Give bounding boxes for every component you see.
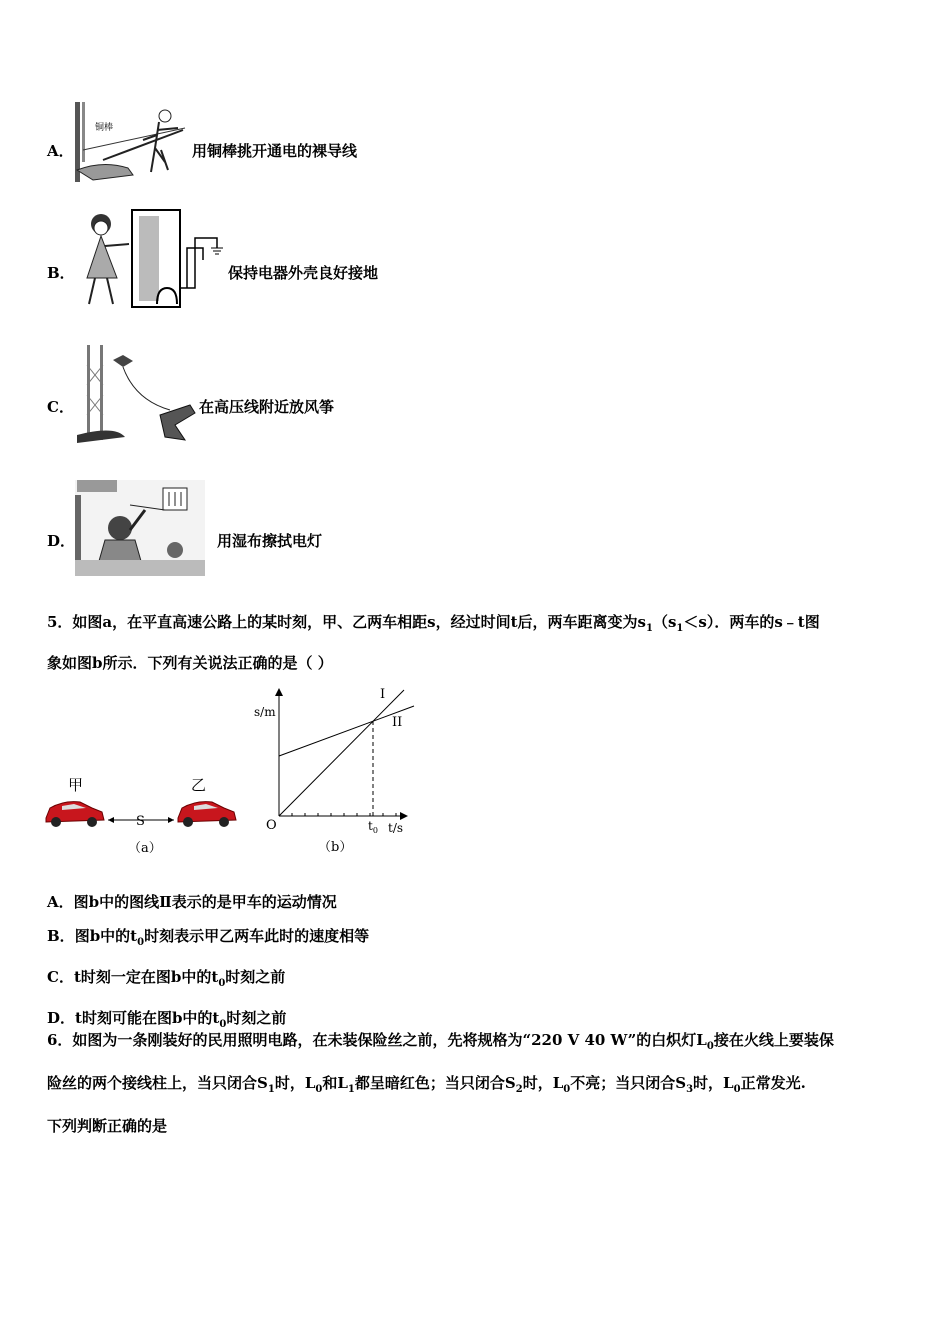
q5-line1: 5．如图a，在平直高速公路上的某时刻，甲、乙两车相距s，经过时间t后，两车距离变为s bbox=[47, 613, 646, 631]
car-yi-label: 乙 bbox=[191, 776, 207, 794]
q5-stem bbox=[47, 605, 917, 680]
wet-cloth-lamp-picture bbox=[75, 480, 205, 576]
t0-label: $t_0$ bbox=[368, 819, 378, 835]
q5-option-b: B．图b中的$t_0$时刻表示甲乙两车此时的速度相等 bbox=[47, 927, 370, 948]
q4-option-b-label: B． bbox=[47, 264, 75, 282]
graph-line-I bbox=[279, 690, 404, 816]
car-jia-label: 甲 bbox=[68, 776, 84, 794]
q5-option-c: C．t时刻一定在图b中的$t_0$时刻之前 bbox=[47, 968, 286, 989]
copper-rod-label: 铜棒 bbox=[95, 123, 114, 133]
y-axis-label: s/m bbox=[254, 705, 276, 719]
q4-option-c-text: 在高压线附近放风筝 bbox=[199, 398, 335, 416]
figure-b-caption: （b） bbox=[318, 840, 353, 855]
q5-line1-sub2: 1 bbox=[676, 623, 684, 634]
q4-option-c-label: C． bbox=[47, 398, 74, 416]
car-jia bbox=[46, 802, 104, 827]
q5-option-a: A．图b中的图线Ⅱ表示的是甲车的运动情况 bbox=[47, 893, 337, 911]
q5-options bbox=[47, 885, 917, 1042]
line-I-label: I bbox=[380, 687, 386, 702]
line-II-label: II bbox=[392, 715, 403, 730]
q4-option-d-text: 用湿布擦拭电灯 bbox=[217, 532, 323, 550]
q6-stem: 6．如图为一条刚装好的民用照明电路，在未装保险丝之前，先将规格为“220 V 40 W”的白炽灯$L_0$接在火线上要装保 险丝的两个接线柱上，当只闭合$S_1$时，$L_0$和$L_1$都呈暗红色；当只闭合$S_2$时，$L_0$不亮；当只闭合$S_3$时，$L_0$正常发光. 下列判断正确的是 bbox=[47, 1031, 834, 1135]
q4-option-b-text: 保持电器外壳良好接地 bbox=[228, 264, 379, 282]
q5-line1-paren: （s bbox=[652, 613, 677, 631]
q5-line2: 象如图b所示．下列有关说法正确的是（ ） bbox=[47, 654, 333, 672]
q5-line1-sub: 1 bbox=[645, 623, 653, 634]
figure-a-two-cars bbox=[40, 770, 250, 860]
distance-label: S bbox=[136, 814, 145, 829]
origin-label: O bbox=[266, 818, 277, 833]
q4-option-d-label: D． bbox=[47, 532, 76, 550]
q5-line1-tail: ＜s）．两车的s﹣t图 bbox=[683, 613, 820, 631]
figure-a-caption: （a） bbox=[128, 841, 162, 856]
copper-rod-picture bbox=[73, 100, 191, 185]
figure-b-st-graph bbox=[252, 684, 427, 860]
x-axis-label: t/s bbox=[388, 821, 404, 835]
grounded-appliance-picture bbox=[77, 208, 227, 310]
kite-near-power-line-picture bbox=[75, 345, 200, 445]
car-yi bbox=[178, 802, 236, 827]
q5-option-d: D．t时刻可能在图b中的$t_0$时刻之前 bbox=[47, 1009, 287, 1030]
q4-option-a-text: 用铜棒挑开通电的裸导线 bbox=[192, 142, 358, 160]
q4-option-a-label: A． bbox=[47, 142, 74, 160]
